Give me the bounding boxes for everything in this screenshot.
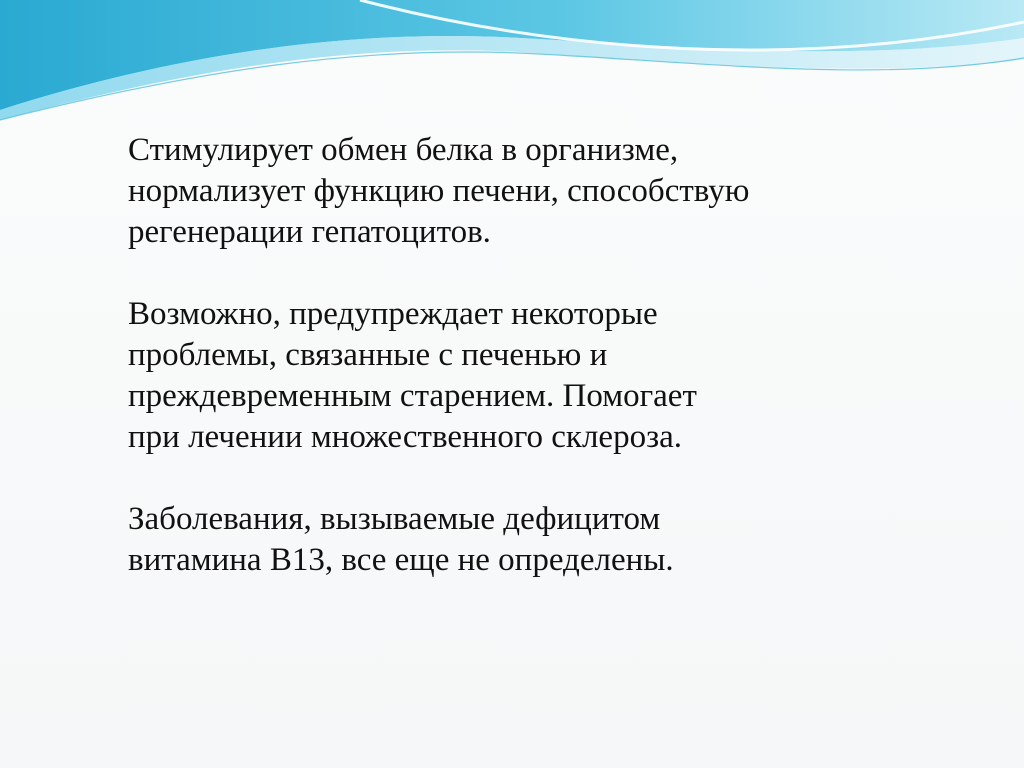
paragraph-prevention: Возможно, предупреждает некоторые проблемы, связанные с печенью и преждевременным старением. Помогает при лечении множественного склероза. xyxy=(128,296,697,455)
slide-body xyxy=(128,130,888,622)
paragraph-effects: Стимулирует обмен белка в организме, нормализует функцию печени, способствую регенерации гепатоцитов. xyxy=(128,132,750,250)
paragraph-deficiency: Заболевания, вызываемые дефицитом витамина В13, все еще не определены. xyxy=(128,501,674,578)
decorative-wave-header xyxy=(0,0,1024,130)
